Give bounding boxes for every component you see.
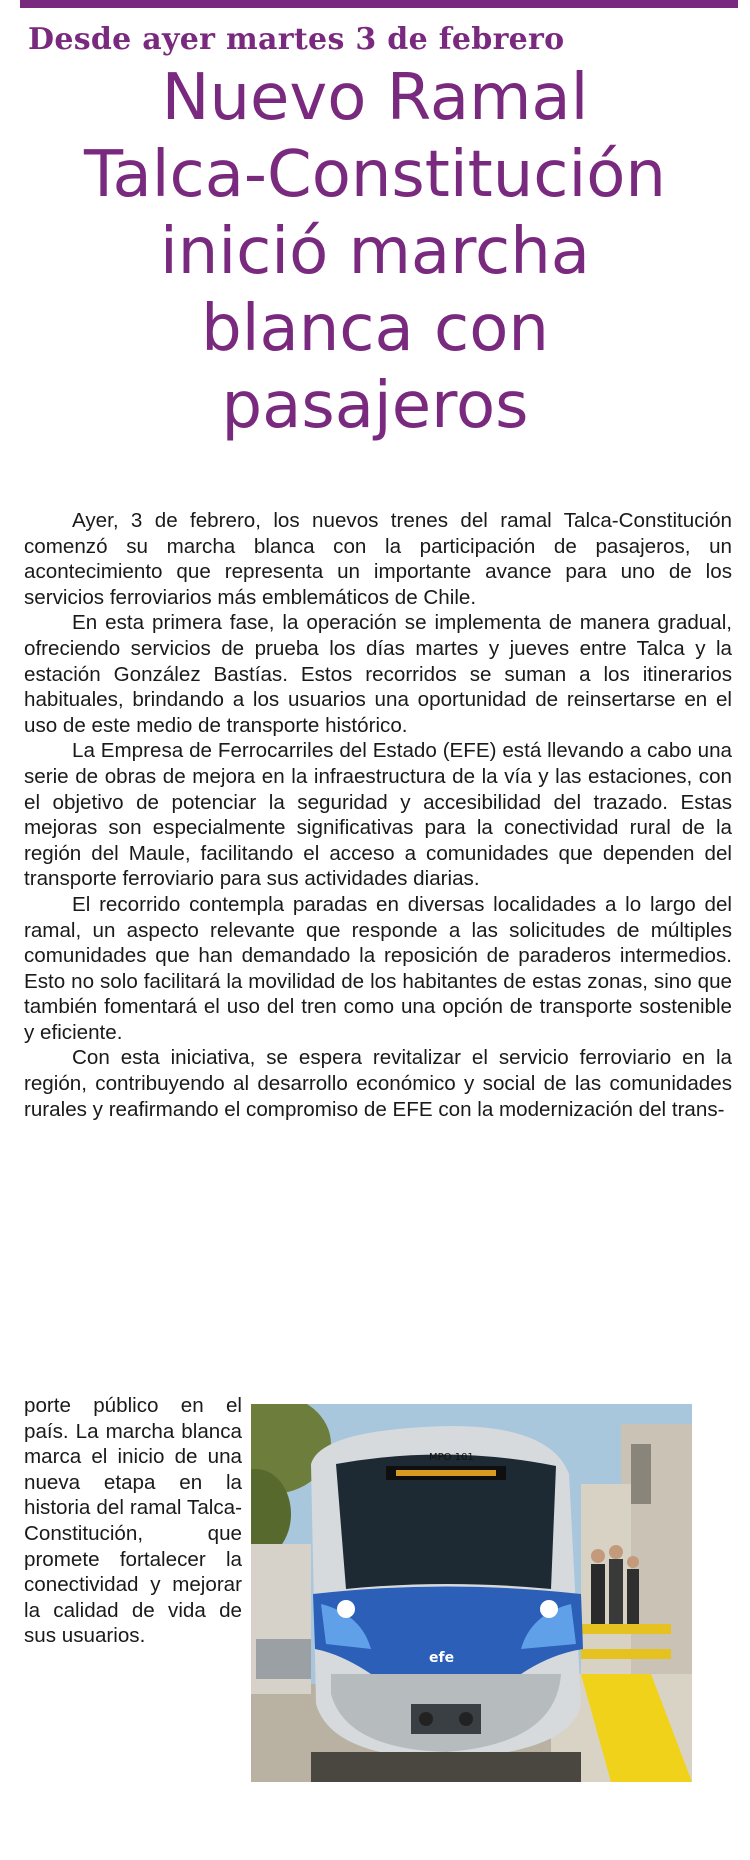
paragraph: En esta primera fase, la operación se implementa de manera gradual, ofreciendo servicios de prueba los días martes y jueves entre Talca y la estación González Bastías. Estos recorridos se suman a los itinerarios habituales, brindando a los usuarios una oportunidad de reinsertarse en el uso de este medio de transporte histórico.: [24, 611, 732, 737]
top-rule: [20, 0, 738, 8]
headline-line: pasajeros: [221, 369, 529, 443]
paragraph: Con esta iniciativa, se espera revitalizar el servicio ferroviario en la región, contribuyendo al desarrollo económico y social de las comunidades rurales y reafirmando el compromiso de EFE con la modernización del trans-: [24, 1046, 732, 1121]
paragraph: El recorrido contempla paradas en diversas localidades a lo largo del ramal, un aspecto relevante que responde a las solicitudes de múltiples comunidades que han demandado la reposición de paraderos intermedios. Esto no solo facilitará la movilidad de los habitantes de estas zonas, sino que también fomentará el uso del tren como una opción de transporte sostenible y eficiente.: [24, 892, 732, 1044]
train-photo: [251, 1404, 692, 1782]
paragraph: La Empresa de Ferrocarriles del Estado (EFE) está llevando a cabo una serie de obras de mejora en la infraestructura de la vía y las estaciones, con el objetivo de potenciar la seguridad y accesibilidad del trazado. Estas mejoras son especialmente significativas para la conectividad rural de la región del Maule, facilitando el acceso a comunidades que dependen del transporte ferroviario para sus actividades diarias.: [24, 739, 732, 891]
headline-line: inició marcha: [159, 215, 591, 289]
train-number-label: MPO 101: [429, 1452, 474, 1463]
paragraph: Ayer, 3 de febrero, los nuevos trenes del ramal Talca-Constitución comenzó su marcha blanca con la participación de pasajeros, un acontecimiento que representa un importante avance para uno de los servicios ferroviarios más emblemáticos de Chile.: [24, 509, 732, 609]
kicker: Desde ayer martes 3 de febrero: [28, 22, 565, 57]
headline-line: blanca con: [201, 292, 549, 366]
continuation-paragraph: porte público en el país. La marcha blanca marca el inicio de una nueva etapa en la historia del ramal Talca-Constitución, que promete fortalecer la conectividad y mejorar la calidad de vida de sus usuarios.: [24, 1394, 242, 1648]
train-logo: efe: [429, 1650, 455, 1666]
headline: [20, 60, 730, 445]
headline-line: Nuevo Ramal: [161, 61, 589, 135]
article-body: [24, 508, 732, 1122]
headline-line: Talca-Constitución: [84, 138, 666, 212]
